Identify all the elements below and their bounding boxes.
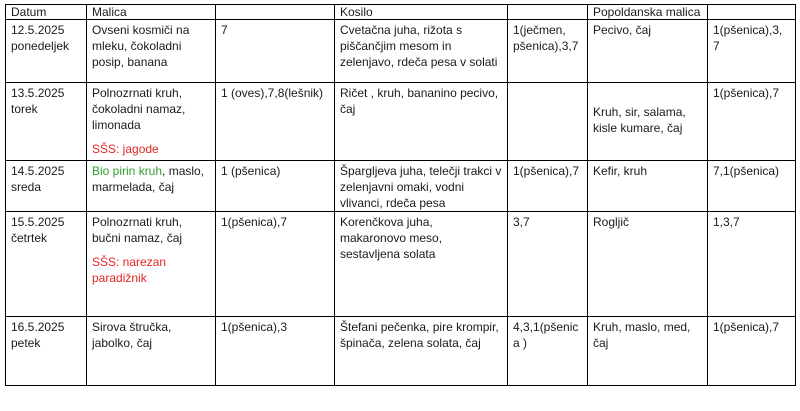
breakfast-note: SŠS: narezan paradižnik [92,255,167,285]
snack-text: Kruh, sir, salama, kisle kumare, čaj [593,105,686,135]
date-text: 12.5.2025 [11,23,65,37]
date-text: 14.5.2025 [11,164,65,178]
snack-allergens-cell: 1(pšenica),7 [708,83,796,161]
breakfast-cell [87,161,216,212]
header-snack: Popoldanska malica [588,5,708,20]
day-text: ponedeljek [11,39,70,53]
snack-cell [588,83,708,161]
breakfast-cell: Ovseni kosmiči na mleku, čokoladni posip, banana [87,20,216,83]
breakfast-allergens-cell: 1 (oves),7,8(lešnik) [216,83,335,161]
snack-allergens-cell: 7,1(pšenica) [708,161,796,212]
date-cell [6,161,87,212]
lunch-allergens-cell: 4,3,1(pšenica ) [508,317,588,386]
snack-allergens-cell: 1(pšenica),3, 7 [708,20,796,83]
breakfast-cell: Sirova štručka, jabolko, čaj [87,317,216,386]
date-text: 16.5.2025 [11,320,65,334]
breakfast-text: Polnozrnati kruh, bučni namaz, čaj [92,215,183,245]
breakfast-text: , maslo, marmelada, čaj [92,164,205,194]
snack-cell: Kruh, maslo, med, čaj [588,317,708,386]
lunch-cell: Špargljeva juha, telečji trakci v zelenjavni omaki, vodni vlivanci, rdeča pesa [335,161,508,212]
breakfast-text: Polnozrnati kruh, čokoladni namaz, limonada [92,86,186,132]
breakfast-allergens-cell: 1(pšenica),7 [216,212,335,317]
lunch-allergens-cell: 1(pšenica),7 [508,161,588,212]
header-date: Datum [6,5,87,20]
snack-cell: Pecivo, čaj [588,20,708,83]
day-text: petek [11,336,41,350]
header-snack-allergens [708,5,796,20]
date-text: 13.5.2025 [11,86,65,100]
header-row [6,5,796,20]
breakfast-allergens-cell: 7 [216,20,335,83]
lunch-cell: Štefani pečenka, pire krompir, špinača, zelena solata, čaj [335,317,508,386]
breakfast-allergens-cell: 1(pšenica),3 [216,317,335,386]
header-lunch: Kosilo [335,5,508,20]
breakfast-allergens-cell: 1 (pšenica) [216,161,335,212]
lunch-cell: Cvetačna juha, rižota s piščančjim mesom in zelenjavo, rdeča pesa v solati [335,20,508,83]
table-row [6,20,796,83]
snack-allergens-cell: 1(pšenica),7 [708,317,796,386]
breakfast-cell [87,83,216,161]
date-text: 15.5.2025 [11,215,65,229]
snack-cell: Rogljič [588,212,708,317]
lunch-allergens-cell: 3,7 [508,212,588,317]
breakfast-highlight: Bio pirin kruh [92,164,163,178]
header-breakfast: Malica [87,5,216,20]
date-cell [6,20,87,83]
lunch-allergens-cell [508,83,588,161]
date-cell [6,83,87,161]
date-cell [6,317,87,386]
date-cell [6,212,87,317]
snack-cell: Kefir, kruh [588,161,708,212]
snack-allergens-cell: 1,3,7 [708,212,796,317]
table-row [6,317,796,386]
day-text: četrtek [11,231,48,245]
header-lunch-allergens [508,5,588,20]
table-row [6,161,796,212]
breakfast-cell [87,212,216,317]
header-breakfast-allergens [216,5,335,20]
table-row [6,83,796,161]
lunch-cell: Ričet , kruh, bananino pecivo, čaj [335,83,508,161]
lunch-cell: Korenčkova juha, makaronovo meso, sestavljena solata [335,212,508,317]
weekly-menu-table [5,4,796,386]
breakfast-note: SŠS: jagode [92,142,159,156]
lunch-allergens-cell: 1(ječmen, pšenica),3,7 [508,20,588,83]
day-text: sreda [11,180,42,194]
day-text: torek [11,102,38,116]
table-row [6,212,796,317]
